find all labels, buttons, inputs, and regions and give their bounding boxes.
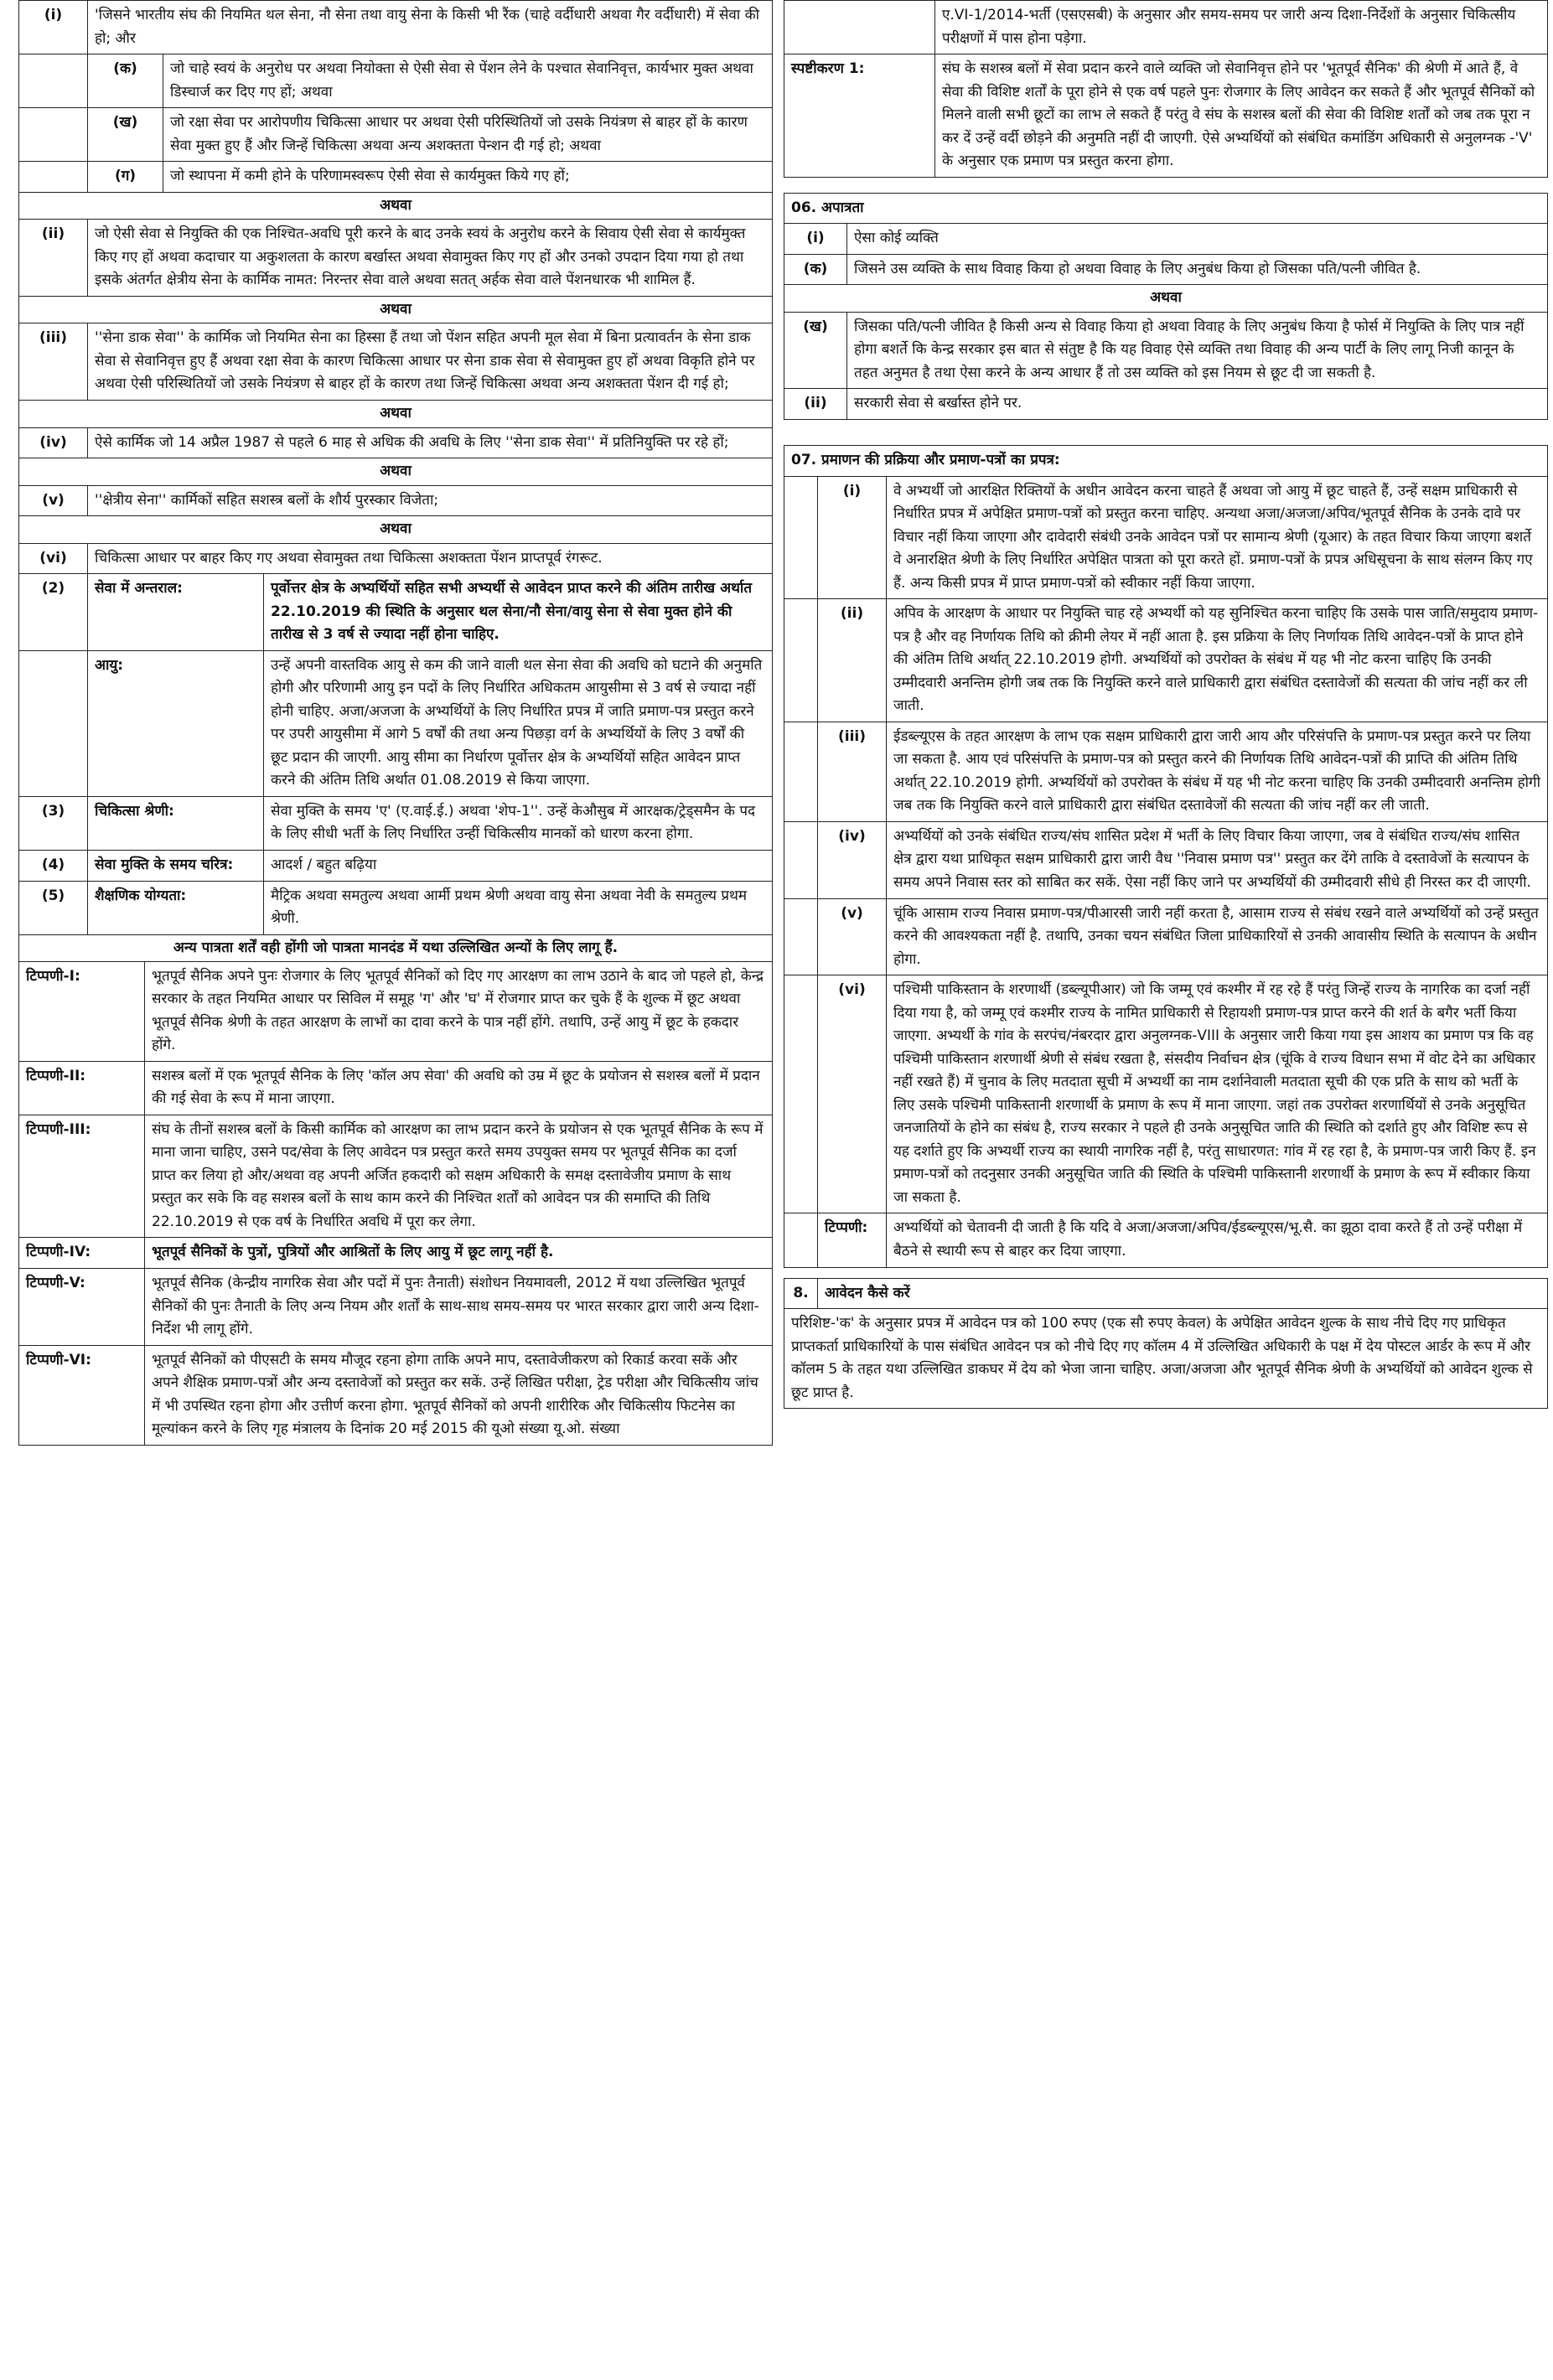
right-column <box>784 0 1548 2380</box>
explanation-label: स्पष्टीकरण 1: <box>784 54 935 178</box>
note-text: भूतपूर्व सैनिक अपने पुनः रोजगार के लिए भूतपूर्व सैनिकों को दिए गए आरक्षण का लाभ उठाने के बाद जो पहले हो, केन्द्र सरकार के तहत नियमित आधार पर सिविल में समूह 'ग' और 'घ' में रोजगार प्राप्त कर चुके हैं के शुल्क में छूट अथवा भूतपूर्व सैनिक श्रेणी के तहत आरक्षण के लाभों का दावा करने के पात्र नहीं होंगे. तथापि, उन्हें आयु में छूट के हकदार होंगे. <box>145 961 773 1061</box>
note-label: टिप्पणी-IV: <box>19 1238 145 1269</box>
item-text: अभ्यर्थियों को उनके संबंधित राज्य/संघ शासित प्रदेश में भर्ती के लिए विचार किया जाएगा, जब वे संबंधित राज्य/संघ शासित क्षेत्र द्वारा यथा प्राधिकृत सक्षम प्राधिकारी द्वारा जारी वैध ''निवास प्रमाण पत्र'' प्रस्तुत कर देंगे ताकि वे दस्तावेजों के सत्यापन के समय अपने निवास स्तर को साबित कर सकें. ऐसा नहीं किए जाने पर अभ्यर्थियों की उम्मीदवारी सीधे ही निरस्त कर दी जाएगी. <box>887 821 1548 898</box>
item-text: अपिव के आरक्षण के आधार पर नियुक्ति चाह रहे अभ्यर्थी को यह सुनिश्चित करना चाहिए कि उसके पास जाति/समुदाय प्रमाण-पत्र है और वह निर्णायक तिथि को क्रीमी लेयर में नहीं आता है. इस प्रक्रिया के लिए निर्णायक तिथि आवेदन-पत्रों के प्राप्त होने की अंतिम तिथि अर्थात् 22.10.2019 होगी. अभ्यर्थियों को उपरोक्त के संबंध में यह भी नोट करना चाहिए कि उनकी उम्मीदवारी अनन्तिम होगी जब तक कि नियुक्ति करने वाले प्राधिकारी द्वारा संबंधित दस्तावेजों की सत्यता की जांच नहीं कर ली जाती. <box>887 599 1548 722</box>
item-text: चूंकि आसाम राज्य निवास प्रमाण-पत्र/पीआरसी जारी नहीं करता है, आसाम राज्य से संबंध रखने वाले अभ्यर्थियों को उन्हें प्रस्तुत करने की आवश्यकता नहीं है. तथापि, उनका चयन संबंधित जिला प्राधिकारियों से उनकी आवासीय स्थिति के सत्यापन के अधीन होगा. <box>887 898 1548 975</box>
subclause-key: (ख) <box>88 108 163 162</box>
age-label: आयु: <box>88 650 264 796</box>
item-text: पश्चिमी पाकिस्तान के शरणार्थी (डब्ल्यूपीआर) जो कि जम्मू एवं कश्मीर में रह रहे हैं परंतु जिन्हें राज्य के नागरिक का दर्जा नहीं दिया गया है, को जम्मू एवं कश्मीर राज्य के नामित प्राधिकारी से रिहायशी प्रमाण-पत्र प्राप्त करने की शर्त के बगैर भर्ती किया जाएगा. अभ्यर्थी के गांव के सरपंच/नंबरदार द्वारा अनुलग्नक-VIII के अनुसार जारी किया गया इस आशय का प्रमाण पत्र कि वह पश्चिमी पाकिस्तान शरणार्थी श्रेणी से संबंध रखता है, संसदीय निर्वाचन क्षेत्र (चूंकि वे राज्य विधान सभा में वोट देने का अधिकार नहीं रखते हैं) में चुनाव के लिए मतदाता सूची में अभ्यर्थी का नाम दर्शानेवाली मतदाता सूची की एक प्रति के साथ को भर्ती के लिए उसके पश्चिमी पाकिस्तानी शरणार्थी के प्रमाण के रूप में माना जाएगा. जहां तक उपरोक्त शरणार्थियों से उनके अनुसूचित जनजातियों के होने का संबंध है, राज्य सरकार ने पहले ही उनके अनुसूचित जाति की स्थिति को दर्शाते हुए और विशिष्ट रूप से यह दर्शाते हुए कि अभ्यर्थी राज्य का स्थायी नागरिक नहीं है, परंतु साधारणत: गांव में रह रहा है, के प्रमाण-पत्र जारी किए हैं. इन प्रमाण-पत्रों को तदनुसार उनकी अनुसूचित जाति की स्थिति के पश्चिमी पाकिस्तानी शरणार्थी के प्रमाण के रूप में स्वीकार किया जा सकता है. <box>887 975 1548 1213</box>
subclause-key: (क) <box>88 54 163 108</box>
note-label: टिप्पणी-III: <box>19 1115 145 1238</box>
clause-key: (iii) <box>19 323 88 401</box>
item-key: (i) <box>818 476 887 599</box>
note-text: भूतपूर्व सैनिकों को पीएसटी के समय मौजूद रहना होगा ताकि अपने माप, दस्तावेजीकरण को रिकार्ड करवा सकें और अपने शैक्षिक प्रमाण-पत्रों और अन्य दस्तावेजों को प्रस्तुत कर सकें. उन्हें लिखित परीक्षा, ट्रेड परीक्षा और चिकित्सीय जांच में भी उपस्थित रहना होगा और उत्तीर्ण करना होगा. भूतपूर्व सैनिकों को अपनी शारीरिक और चिकित्सीय फिटनेस का मूल्यांकन करने के लिए गृह मंत्रालय के दिनांक 20 मई 2015 की यूओ संख्या यू.ओ. संख्या <box>145 1345 773 1445</box>
clause-key: (क) <box>784 254 847 285</box>
clause-text: जिसका पति/पत्नी जीवित है किसी अन्य से विवाह किया हो अथवा विवाह के लिए अनुबंध किया है फोर्स में नियुक्ति के लिए पात्र नहीं होगा बशर्ते कि केन्द्र सरकार इस बात से संतुष्ट है कि यह विवाह ऐसे व्यक्ति तथा विवाह की अन्य पार्टी के लिए लागू निजी कानून के तहत अनुमत है तथा ऐसा करने के अन्य आधार हैं तो उस व्यक्ति को इस नियम से छूट दी जा सकती है. <box>847 312 1548 389</box>
or-divider: अथवा <box>19 400 773 427</box>
note-text: भूतपूर्व सैनिकों के पुत्रों, पुत्रियों और आश्रितों के लिए आयु में छूट लागू नहीं है. <box>145 1238 773 1269</box>
character-label: सेवा मुक्ति के समय चरित्र: <box>88 851 264 882</box>
note-label: टिप्पणी-VI: <box>19 1345 145 1445</box>
clause-key: (vi) <box>19 543 88 574</box>
subclause-text: जो चाहे स्वयं के अनुरोध पर अथवा नियोक्ता से ऐसी सेवा से पेंशन लेने के पश्चात सेवानिवृत्त, कार्यभार मुक्त अथवा डिस्चार्ज कर दिए गए हों; अथवा <box>163 54 773 108</box>
notes-table <box>18 961 773 1446</box>
clause-text: ऐसे कार्मिक जो 14 अप्रैल 1987 से पहले 6 माह से अधिक की अवधि के लिए ''सेना डाक सेवा'' में प्रतिनियुक्ति पर रहे हों; <box>88 427 773 458</box>
subclause-key: (ग) <box>88 162 163 193</box>
clause-key: (i) <box>19 1 88 54</box>
medical-category-label: चिकित्सा श्रेणी: <box>88 796 264 850</box>
clause-text: जिसने उस व्यक्ति के साथ विवाह किया हो अथवा विवाह के लिए अनुबंध किया हो जिसका पति/पत्नी जीवित है. <box>847 254 1548 285</box>
explanation-text: संघ के सशस्त्र बलों में सेवा प्रदान करने वाले व्यक्ति जो सेवानिवृत्त होने पर 'भूतपूर्व सैनिक' की श्रेणी में आते हैं, वे सेवा की विशिष्ट शर्तों के पूरा होने से एक वर्ष पहले पुनः रोजगार के लिए आवेदन कर सकते हैं और भूतपूर्व सैनिकों को मिलने वाली सभी छूटों का लाभ ले सकते हैं परंतु वे संघ के सशस्त्र बलों की सेवा की विशिष्ट शर्तों को जब तक पूरा न कर दें उन्हें वर्दी छोड़ने की अनुमति नहीं दी जाएगी. ऐसे अभ्यर्थियों को संबंधित कमांडिंग अधिकारी से अनुलग्नक -'V' के अनुसार एक प्रमाण पत्र प्रस्तुत करना होगा. <box>935 54 1548 178</box>
clause-key: (ख) <box>784 312 847 389</box>
medical-category-text: सेवा मुक्ति के समय 'ए' (ए.वाई.ई.) अथवा 'शेप-1''. उन्हें केऔसुब में आरक्षक/ट्रेड्समैन के पद के लिए सीधी भर्ती के लिए निर्धारित उन्हीं चिकित्सीय मानकों को धारण करना होगा. <box>264 796 773 850</box>
or-divider: अथवा <box>19 296 773 323</box>
note-label: टिप्पणी-II: <box>19 1061 145 1115</box>
section-8-title: आवेदन कैसे करें <box>818 1278 1548 1309</box>
continuation-table <box>784 0 1548 178</box>
clause-text: ऐसा कोई व्यक्ति <box>847 224 1548 255</box>
item-key: (v) <box>818 898 887 975</box>
section-07-title: 07. प्रमाणन की प्रक्रिया और प्रमाण-पत्रों का प्रपत्र: <box>784 445 1548 476</box>
item-key: (iii) <box>818 722 887 821</box>
or-divider: अथवा <box>19 458 773 486</box>
section-key: (5) <box>19 881 88 934</box>
or-divider: अथवा <box>19 192 773 220</box>
character-text: आदर्श / बहुत बढ़िया <box>264 851 773 882</box>
eligibility-table <box>18 0 773 962</box>
note-text: संघ के तीनों सशस्त्र बलों के किसी कार्मिक को आरक्षण का लाभ प्रदान करने के प्रयोजन से एक भूतपूर्व सैनिक के रूप में माना जाना चाहिए, उसने पद/सेवा के लिए आवेदन पत्र प्रस्तुत करते समय उपयुक्त समय पर भूतपूर्व सैनिक का दर्जा प्राप्त कर लिया हो और/अथवा वह अपनी अर्जित हकदारी को सक्षम अधिकारी के समक्ष दस्तावेजीय प्रमाण के साथ प्रस्तुत कर सके कि वह सशस्त्र बलों के साथ काम करने की निश्चित शर्तों को आवेदन पत्र की समाप्ति की तिथि 22.10.2019 से एक वर्ष के निर्धारित अवधि में पूरा कर लेगा. <box>145 1115 773 1238</box>
clause-text: ''क्षेत्रीय सेना'' कार्मिकों सहित सशस्त्र बलों के शौर्य पुरस्कार विजेता; <box>88 485 773 516</box>
or-divider: अथवा <box>19 516 773 544</box>
or-divider: अथवा <box>784 285 1548 313</box>
clause-text: चिकित्सा आधार पर बाहर किए गए अथवा सेवामुक्त तथा चिकित्सा अशक्तता पेंशन प्राप्तपूर्व रंगरूट. <box>88 543 773 574</box>
clause-text: 'जिसने भारतीय संघ की नियमित थल सेना, नौ सेना तथा वायु सेना के किसी भी रैंक (चाहे वर्दीधारी अथवा गैर वर्दीधारी) में सेवा की हो; और <box>88 1 773 54</box>
service-gap-label: सेवा में अन्तराल: <box>88 574 264 651</box>
item-text: ईडब्ल्यूएस के तहत आरक्षण के लाभ एक सक्षम प्राधिकारी द्वारा जारी आय और परिसंपत्ति के प्रमाण-पत्र प्रस्तुत करने पर लिया जा सकता है. आय एवं परिसंपत्ति के प्रमाण-पत्र को प्रस्तुत करने की निर्णायक तिथि आवेदन-पत्रों की प्राप्ति की अंतिम तिथि अर्थात् 22.10.2019 होगी. अभ्यर्थियों को उपरोक्त के संबंध में यह भी नोट करना चाहिए कि उनकी उम्मीदवारी अनन्तिम होगी जब तक कि नियुक्ति करने वाले प्राधिकारी द्वारा संबंधित दस्तावेजों की सत्यता की जांच नहीं कर ली जाती. <box>887 722 1548 821</box>
other-conditions: अन्य पात्रता शर्तें वही होंगी जो पात्रता मानदंड में यथा उल्लिखित अन्यों के लिए लागू हैं. <box>19 934 773 962</box>
item-key: (vi) <box>818 975 887 1213</box>
clause-key: (ii) <box>784 389 847 420</box>
item-key: (iv) <box>818 821 887 898</box>
continuation-text: ए.VI-1/2014-भर्ती (एसएसबी) के अनुसार और समय-समय पर जारी अन्य दिशा-निर्देशों के अनुसार चिकित्सीय परीक्षणों में पास होना पड़ेगा. <box>935 1 1548 54</box>
service-gap-text: पूर्वोत्तर क्षेत्र के अभ्यर्थियों सहित सभी अभ्यर्थी से आवेदन प्राप्त करने की अंतिम तारीख अर्थात 22.10.2019 की स्थिति के अनुसार थल सेना/नौ सेना/वायु सेना से सेवा मुक्त होने की तारीख से 3 वर्ष से ज्यादा नहीं होना चाहिए. <box>264 574 773 651</box>
certification-table <box>784 445 1548 1268</box>
section-8-key: 8. <box>784 1278 818 1309</box>
note-text: अभ्यर्थियों को चेतावनी दी जाती है कि यदि वे अजा/अजजा/अपिव/ईडब्ल्यूएस/भू.सै. का झूठा दावा करते हैं तो उन्हें परीक्षा में बैठने से स्थायी रूप से बाहर कर दिया जाएगा. <box>887 1213 1548 1267</box>
note-label: टिप्पणी-I: <box>19 961 145 1061</box>
item-key: (ii) <box>818 599 887 722</box>
clause-key: (iv) <box>19 427 88 458</box>
note-text: सशस्त्र बलों में एक भूतपूर्व सैनिक के लिए 'कॉल अप सेवा' की अवधि को उम्र में छूट के प्रयोजन से सशस्त्र बलों में प्रदान की गई सेवा के रूप में माना जाएगा. <box>145 1061 773 1115</box>
clause-text: सरकारी सेवा से बर्खास्त होने पर. <box>847 389 1548 420</box>
note-label: टिप्पणी-V: <box>19 1269 145 1346</box>
how-to-apply-table <box>784 1278 1548 1410</box>
subclause-text: जो स्थापना में कमी होने के परिणामस्वरूप ऐसी सेवा से कार्यमुक्त किये गए हों; <box>163 162 773 193</box>
disqualification-table <box>784 193 1548 420</box>
clause-key: (v) <box>19 485 88 516</box>
section-key: (4) <box>19 851 88 882</box>
education-text: मैट्रिक अथवा समतुल्य अथवा आर्मी प्रथम श्रेणी अथवा वायु सेना अथवा नेवी के समतुल्य प्रथम श्रेणी. <box>264 881 773 934</box>
section-8-text: परिशिष्ट-'क' के अनुसार प्रपत्र में आवेदन पत्र को 100 रुपए (एक सौ रुपए केवल) के अपेक्षित आवेदन शुल्क के साथ नीचे दिए गए प्राधिकृत प्राप्तकर्ता प्राधिकारियों के पास संबंधित आवेदन पत्र को नीचे दिए गए कॉलम 4 में उल्लिखित अधिकारी के पक्ष में देय पोस्टल आर्डर के रूप में और कॉलम 5 के तहत यथा उल्लिखित डाकघर में देय को भेजा जाना चाहिए. अजा/अजजा और भूतपूर्व सैनिक श्रेणी के अभ्यर्थियों को आवेदन शुल्क से छूट प्राप्त है. <box>784 1309 1548 1409</box>
section-06-title: 06. अपात्रता <box>784 193 1548 224</box>
note-label: टिप्पणी: <box>818 1213 887 1267</box>
section-key: (3) <box>19 796 88 850</box>
clause-text: ''सेना डाक सेवा'' के कार्मिक जो नियमित सेना का हिस्सा हैं तथा जो पेंशन सहित अपनी मूल सेवा में बिना प्रत्यावर्तन के सेना डाक सेवा से सेवानिवृत्त हुए हैं अथवा रक्षा सेवा के कारण चिकित्सा आधार पर सेना डाक सेवा से सेवामुक्त हुए हों अथवा विकृति होने पर अथवा ऐसी परिस्थितियों जो उसके नियंत्रण से बाहर हों के कारण तथा जिन्हें चिकित्सा अथवा अन्य अशक्तता पेंशन दी गई हो; <box>88 323 773 401</box>
age-text: उन्हें अपनी वास्तविक आयु से कम की जाने वाली थल सेना सेवा की अवधि को घटाने की अनुमति होगी और परिणामी आयु इन पदों के लिए निर्धारित अधिकतम आयुसीमा से 3 वर्ष से ज्यादा नहीं होनी चाहिए. अजा/अजजा के अभ्यर्थियों के लिए निर्धारित प्रपत्र में जाति प्रमाण-पत्र प्रस्तुत करने पर उपरी आयुसीमा में आगे 5 वर्षों की तथा अन्य पिछड़ा वर्ग के अभ्यर्थियों के लिए 3 वर्षों की छूट प्रदान की जाएगी. आयु सीमा का निर्धारण पूर्वोत्तर क्षेत्र के अभ्यर्थियों सहित आवेदन प्राप्त करने की अंतिम तिथि अर्थात 01.08.2019 से किया जाएगा. <box>264 650 773 796</box>
clause-key: (ii) <box>19 220 88 297</box>
education-label: शैक्षणिक योग्यता: <box>88 881 264 934</box>
section-key: (2) <box>19 574 88 651</box>
left-column <box>18 0 773 2380</box>
clause-text: जो ऐसी सेवा से नियुक्ति की एक निश्चित-अवधि पूरी करने के बाद उनके स्वयं के अनुरोध करने के सिवाय ऐसी सेवा से कार्यमुक्त किए गए हों अथवा कदाचार या अकुशलता के कारण बर्खास्त अथवा सेवामुक्त किए गए हों और उनको उपदान दिया गया हो तथा इसके अंतर्गत क्षेत्रीय सेना के कार्मिक नामत: निरन्तर सेवा वाले अथवा सतत् अर्हक सेवा वाले पेंशनधारक भी शामिल हैं. <box>88 220 773 297</box>
note-text: भूतपूर्व सैनिक (केन्द्रीय नागरिक सेवा और पदों में पुनः तैनाती) संशोधन नियमावली, 2012 में यथा उल्लिखित भूतपूर्व सैनिकों की पुनः तैनाती के लिए अन्य नियम और शर्तों के साथ-साथ समय-समय पर भारत सरकार द्वारा जारी अन्य दिशा-निर्देश भी लागू होंगे. <box>145 1269 773 1346</box>
subclause-text: जो रक्षा सेवा पर आरोपणीय चिकित्सा आधार पर अथवा ऐसी परिस्थितियों जो उसके नियंत्रण से बाहर हों के कारण सेवा मुक्त हुए हैं और जिन्हें चिकित्सा अथवा अन्य अशक्तता पेन्शन दी गई हो; अथवा <box>163 108 773 162</box>
item-text: वे अभ्यर्थी जो आरक्षित रिक्तियों के अधीन आवेदन करना चाहते हैं अथवा जो आयु में छूट चाहते हैं, उन्हें सक्षम प्राधिकारी से निर्धारित प्रपत्र में अपेक्षित प्रमाण-पत्रों को प्रस्तुत करना चाहिए. अन्यथा अजा/अजजा/अपिव/भूतपूर्व सैनिक के उनके दावे पर विचार नहीं किया जाएगा और दावेदारी संबंधी उनके आवेदन पत्रों पर सामान्य श्रेणी (यूआर) के तहत विचार किया जाएगा बशर्ते वे अनारक्षित श्रेणी के लिए निर्धारित अपेक्षित पात्रता को पूरा करते हों. प्रमाण-पत्रों के प्रपत्र अधिसूचना के साथ संलग्न किए गए हैं. अन्य किसी प्रपत्र में प्राप्त प्रमाण-पत्रों को स्वीकार नहीं किया जाएगा. <box>887 476 1548 599</box>
clause-key: (i) <box>784 224 847 255</box>
